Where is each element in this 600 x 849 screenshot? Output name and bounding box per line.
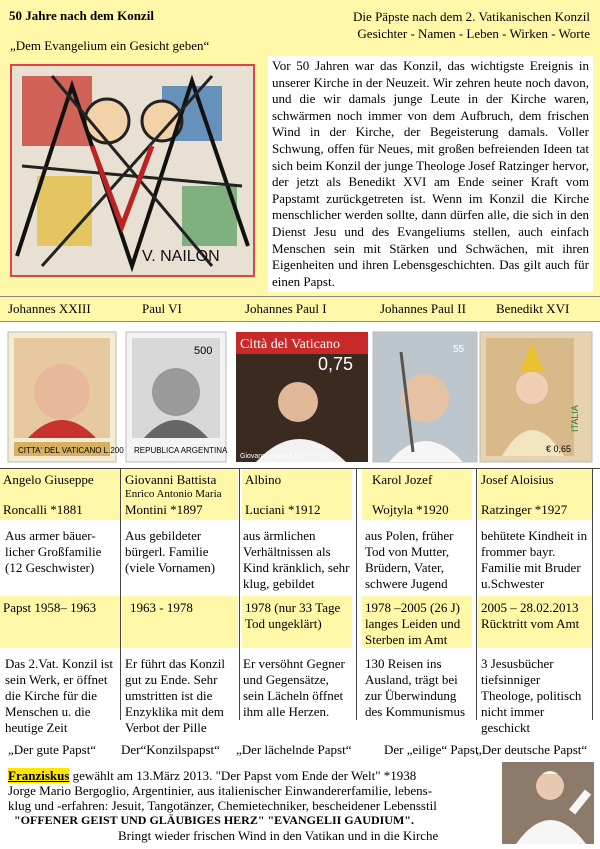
surname-4: Wojtyla *1920 <box>372 502 449 517</box>
work-1: Das 2.Vat. Konzil ist sein Werk, er öffnet die Kirche für die Menschen u. die heutige Zeit <box>5 656 113 735</box>
stamp-3-text: Città del Vaticano <box>240 337 341 352</box>
grid-line <box>239 468 240 720</box>
intro-text: Vor 50 Jahren war das Konzil, das wichtigste Ereignis in unserer Kirche in der Neuzeit. Wir zehren heute noch davon, und die wir damals junge Leute in der Kirche waren, schwärmen noch immer von dem Aufbruch, dem frischen Wind in der Kirche, der Begeisterung damals. Voller Schwung, offen für Neues, mit großen befreienden Ideen tat sich beim Konzil der junge Theologe Josef Ratzinger hervor, der jetzt als Benedikt XVI am Ende seiner Kraft vom Papstamt zurückgetreten ist. Wenn im Konzil die Kirche menschlicher werden sollte, dann dürfen alle, die sich in den Dienst Jesu und des Evangeliums stellen, auch einfach Menschen sein mit Stärken und Schwächen, mit ihren Eigenheiten und ihren Lebensgeschichten. Das gilt auch für einen Papst. <box>268 56 593 292</box>
council-artwork <box>10 64 255 277</box>
footer-line-5: Bringt wieder frischen Wind in den Vatikan und in die Kirche <box>118 828 439 843</box>
stamp-2-value: 500 <box>194 345 213 357</box>
art-signature: V. NAILON <box>142 248 220 265</box>
grid-line <box>592 468 593 720</box>
term-3: 1978 (nur 33 Tage Tod ungeklärt) <box>242 596 352 648</box>
name-cell-3 <box>242 468 352 520</box>
surname-1: Roncalli *1881 <box>3 502 83 517</box>
first-names-3: Albino <box>245 472 282 487</box>
nickname-5: „Der deutsche Papst“ <box>476 742 588 757</box>
footer-line-2: Jorge Mario Bergoglio, Argentinier, aus italienischer Einwandererfamilie, lebens- <box>8 783 433 798</box>
subtitle-line-2: Gesichter - Namen - Leben - Wirken - Worte <box>357 26 590 41</box>
footer-line-1: gewählt am 13.März 2013. "Der Papst vom Ende der Welt" *1938 <box>69 768 417 783</box>
origin-1: Aus armer bäuer-licher Großfamilie (12 Geschwister) <box>5 528 102 575</box>
term-1: Papst 1958– 1963 <box>0 596 120 648</box>
header-section <box>0 0 600 296</box>
stamps-row <box>0 322 600 468</box>
origin-2: Aus gebildeter bürgerl. Familie (viele Vornamen) <box>125 528 216 575</box>
origin-4: aus Polen, früher Tod von Mutter, Brüdern, Vater, schwere Jugend <box>365 528 454 591</box>
name-cell-1 <box>0 468 120 520</box>
stamp-5-text: ITALIA <box>570 405 580 432</box>
pope-title-2: Paul VI <box>142 301 182 316</box>
franziskus-name: Franziskus <box>8 768 70 783</box>
nickname-1: „Der gute Papst“ <box>8 742 97 757</box>
pope-title-3: Johannes Paul I <box>245 301 327 316</box>
stamp-3-value: 0,75 <box>318 354 354 374</box>
stamp-paul-vi <box>126 332 226 462</box>
footer-line-3: klug und -erfahren: Jesuit, Tangotänzer, Chemietechniker, bescheidener Lebensstil <box>8 798 437 813</box>
franziskus-text <box>8 768 488 843</box>
stamp-1-text: CITTA' DEL VATICANO L.200 <box>18 446 124 455</box>
stamp-5-value: € 0,65 <box>546 444 572 454</box>
pope-title-1: Johannes XXIII <box>8 301 91 316</box>
pope-names-row <box>0 296 600 322</box>
stamp-johannes-xxiii <box>8 332 124 462</box>
work-4: 130 Reisen ins Ausland, trägt bei zur Überwindung des Kommunismus <box>365 656 466 719</box>
work-2: Er führt das Konzil gut zu Ende. Sehr umstritten ist die Enzyklika mit dem Verbot der Pille <box>125 656 226 735</box>
first-names-4: Karol Jozef <box>372 472 433 487</box>
nicknames-row <box>0 736 600 762</box>
pope-title-4: Johannes Paul II <box>380 301 466 316</box>
name-cell-2 <box>122 468 238 520</box>
work-3: Er versöhnt Gegner und Gegensätze, sein Lächeln öffnet ihm alle Herzen. <box>243 656 345 719</box>
origin-5: behütete Kindheit in frommer bayr. Familie mit Bruder u.Schwester <box>481 528 588 591</box>
name-cell-5 <box>478 468 592 520</box>
surname-3: Luciani *1912 <box>245 502 321 517</box>
stamp-johannes-paul-i <box>236 332 368 462</box>
stamp-benedikt-xvi <box>480 332 592 462</box>
surname-2: Montini *1897 <box>125 502 203 517</box>
nickname-3: „Der lächelnde Papst“ <box>236 742 352 757</box>
work-5: 3 Jesusbücher tiefsinniger Theologe, politisch nicht immer geschickt <box>481 656 582 735</box>
motto: „Dem Evangelium ein Gesicht geben“ <box>10 38 210 53</box>
stamp-4-value: 55 <box>453 344 465 355</box>
term-5: 2005 – 28.02.2013 Rücktritt vom Amt <box>478 596 592 648</box>
surname-5: Ratzinger *1927 <box>481 502 568 517</box>
subtitle-block <box>353 8 590 42</box>
name-cell-4 <box>362 468 472 520</box>
grid-line <box>0 468 600 469</box>
stamp-johannes-paul-ii <box>373 332 477 462</box>
grid-line <box>476 468 477 720</box>
franziskus-photo <box>502 762 594 844</box>
nickname-2: Der“Konzilspapst“ <box>121 742 220 757</box>
grid-line <box>120 468 121 720</box>
origin-3: aus ärmlichen Verhältnissen als Kind kränklich, sehr klug, gebildet <box>243 528 350 591</box>
footer-line-4: "OFFENER GEIST UND GLÄUBIGES HERZ" "EVANGELII GAUDIUM". <box>14 813 414 827</box>
grid-line <box>356 468 357 720</box>
stamp-2-text: REPUBLICA ARGENTINA <box>134 446 228 455</box>
pope-title-5: Benedikt XVI <box>496 301 570 316</box>
term-2: 1963 - 1978 <box>122 596 238 648</box>
stamp-3-caption: Giovanni Paolo I 1912 - 1978 <box>240 453 331 460</box>
artwork-image <box>12 66 253 275</box>
page-title: 50 Jahre nach dem Konzil <box>9 8 154 23</box>
first-names-2: Giovanni Battista <box>125 472 217 487</box>
extra-names-2: Enrico Antonio Maria <box>125 488 222 500</box>
first-names-5: Josef Aloisius <box>481 472 554 487</box>
subtitle-line-1: Die Päpste nach dem 2. Vatikanischen Konzil <box>353 9 590 24</box>
first-names-1: Angelo Giuseppe <box>3 472 94 487</box>
term-4: 1978 –2005 (26 J) langes Leiden und Sterben im Amt <box>362 596 472 648</box>
nickname-4: Der „eilige“ Papst <box>384 742 479 757</box>
